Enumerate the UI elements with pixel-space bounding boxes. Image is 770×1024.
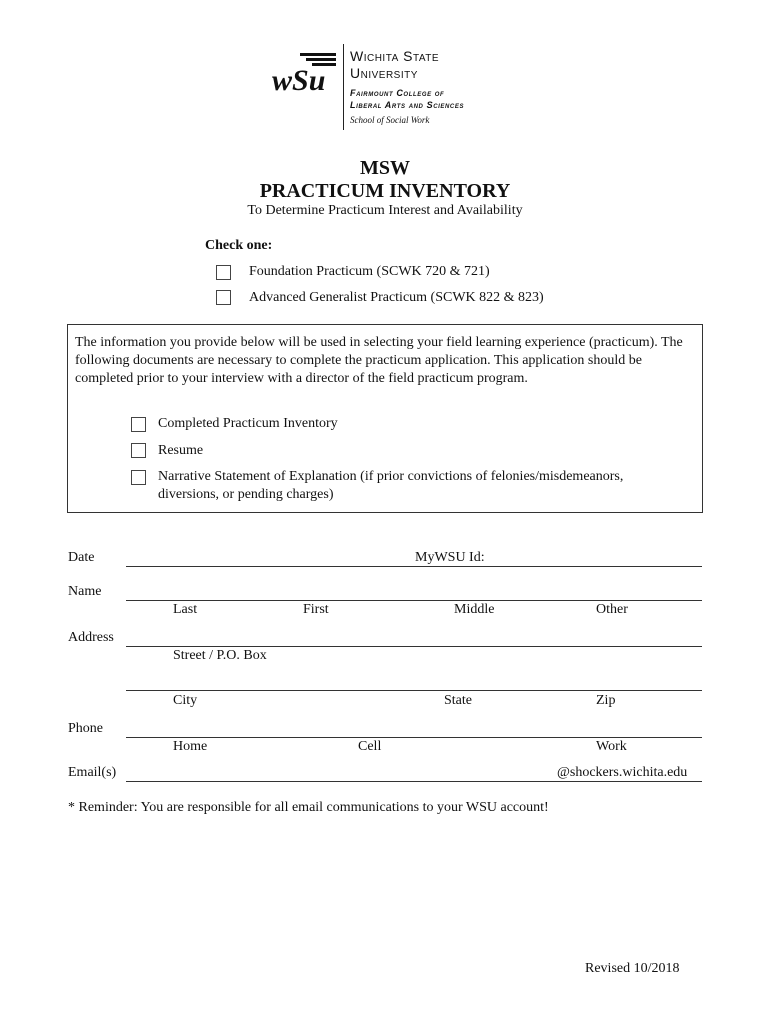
page-subtitle: To Determine Practicum Interest and Availability <box>247 203 523 218</box>
name-last-sub: Last <box>173 602 198 617</box>
logo-college-line2: Liberal Arts and Sciences <box>350 100 465 110</box>
phone-work-sub: Work <box>596 739 627 754</box>
street-sub: Street / P.O. Box <box>173 648 267 663</box>
wsu-logo <box>270 44 510 134</box>
address-label: Address <box>68 630 114 645</box>
email-suffix: @shockers.wichita.edu <box>557 765 688 780</box>
advanced-practicum-label: Advanced Generalist Practicum (SCWK 822 & 823) <box>249 290 544 305</box>
date-label: Date <box>68 550 95 565</box>
phone-label: Phone <box>68 721 103 736</box>
email-reminder: * Reminder: You are responsible for all email communications to your WSU account! <box>68 800 549 815</box>
name-first-sub: First <box>303 602 329 617</box>
revised-date: Revised 10/2018 <box>585 961 680 976</box>
date-mywsu-line[interactable] <box>126 566 702 567</box>
phone-home-sub: Home <box>173 739 208 754</box>
name-label: Name <box>68 584 102 599</box>
email-line[interactable] <box>126 781 702 782</box>
logo-text-block <box>350 48 470 125</box>
logo-school: School of Social Work <box>350 115 430 125</box>
info-box <box>67 324 703 513</box>
phone-cell-sub: Cell <box>358 739 382 754</box>
state-sub: State <box>444 693 472 708</box>
resume-label: Resume <box>158 443 204 458</box>
logo-university: Wichita State University <box>350 48 440 81</box>
narrative-statement-checkbox[interactable] <box>131 470 146 485</box>
logo-divider <box>343 44 344 130</box>
page-title-line1: MSW <box>360 157 410 179</box>
mywsu-id-label: MyWSU Id: <box>415 550 485 565</box>
logo-mark-text: wSu <box>272 64 326 97</box>
email-label: Email(s) <box>68 765 117 780</box>
city-sub: City <box>173 693 198 708</box>
foundation-practicum-label: Foundation Practicum (SCWK 720 & 721) <box>249 264 490 279</box>
city-state-zip-line[interactable] <box>126 690 702 691</box>
name-middle-sub: Middle <box>454 602 495 617</box>
info-box-text: The information you provide below will be used in selecting your field learning experience (practicum). The following documents are necessary to complete the practicum application. This application should be completed prior to your interview with a director of the field practicum program. <box>75 335 683 386</box>
page-title-line2: PRACTICUM INVENTORY <box>259 180 511 202</box>
completed-inventory-label: Completed Practicum Inventory <box>158 416 338 431</box>
zip-sub: Zip <box>596 693 616 708</box>
street-line[interactable] <box>126 646 702 647</box>
completed-inventory-checkbox[interactable] <box>131 417 146 432</box>
narrative-statement-label: Narrative Statement of Explanation (if prior convictions of felonies/misdemeanors, <box>158 469 624 484</box>
logo-college-line1: Fairmount College of <box>350 88 445 98</box>
resume-checkbox[interactable] <box>131 443 146 458</box>
name-other-sub: Other <box>596 602 628 617</box>
wsu-shocker-mark-icon <box>270 50 340 100</box>
name-line[interactable] <box>126 600 702 601</box>
foundation-practicum-checkbox[interactable] <box>216 265 231 280</box>
phone-line[interactable] <box>126 737 702 738</box>
advanced-practicum-checkbox[interactable] <box>216 290 231 305</box>
check-one-label: Check one: <box>205 238 273 253</box>
narrative-statement-label-cont: diversions, or pending charges) <box>158 487 334 502</box>
